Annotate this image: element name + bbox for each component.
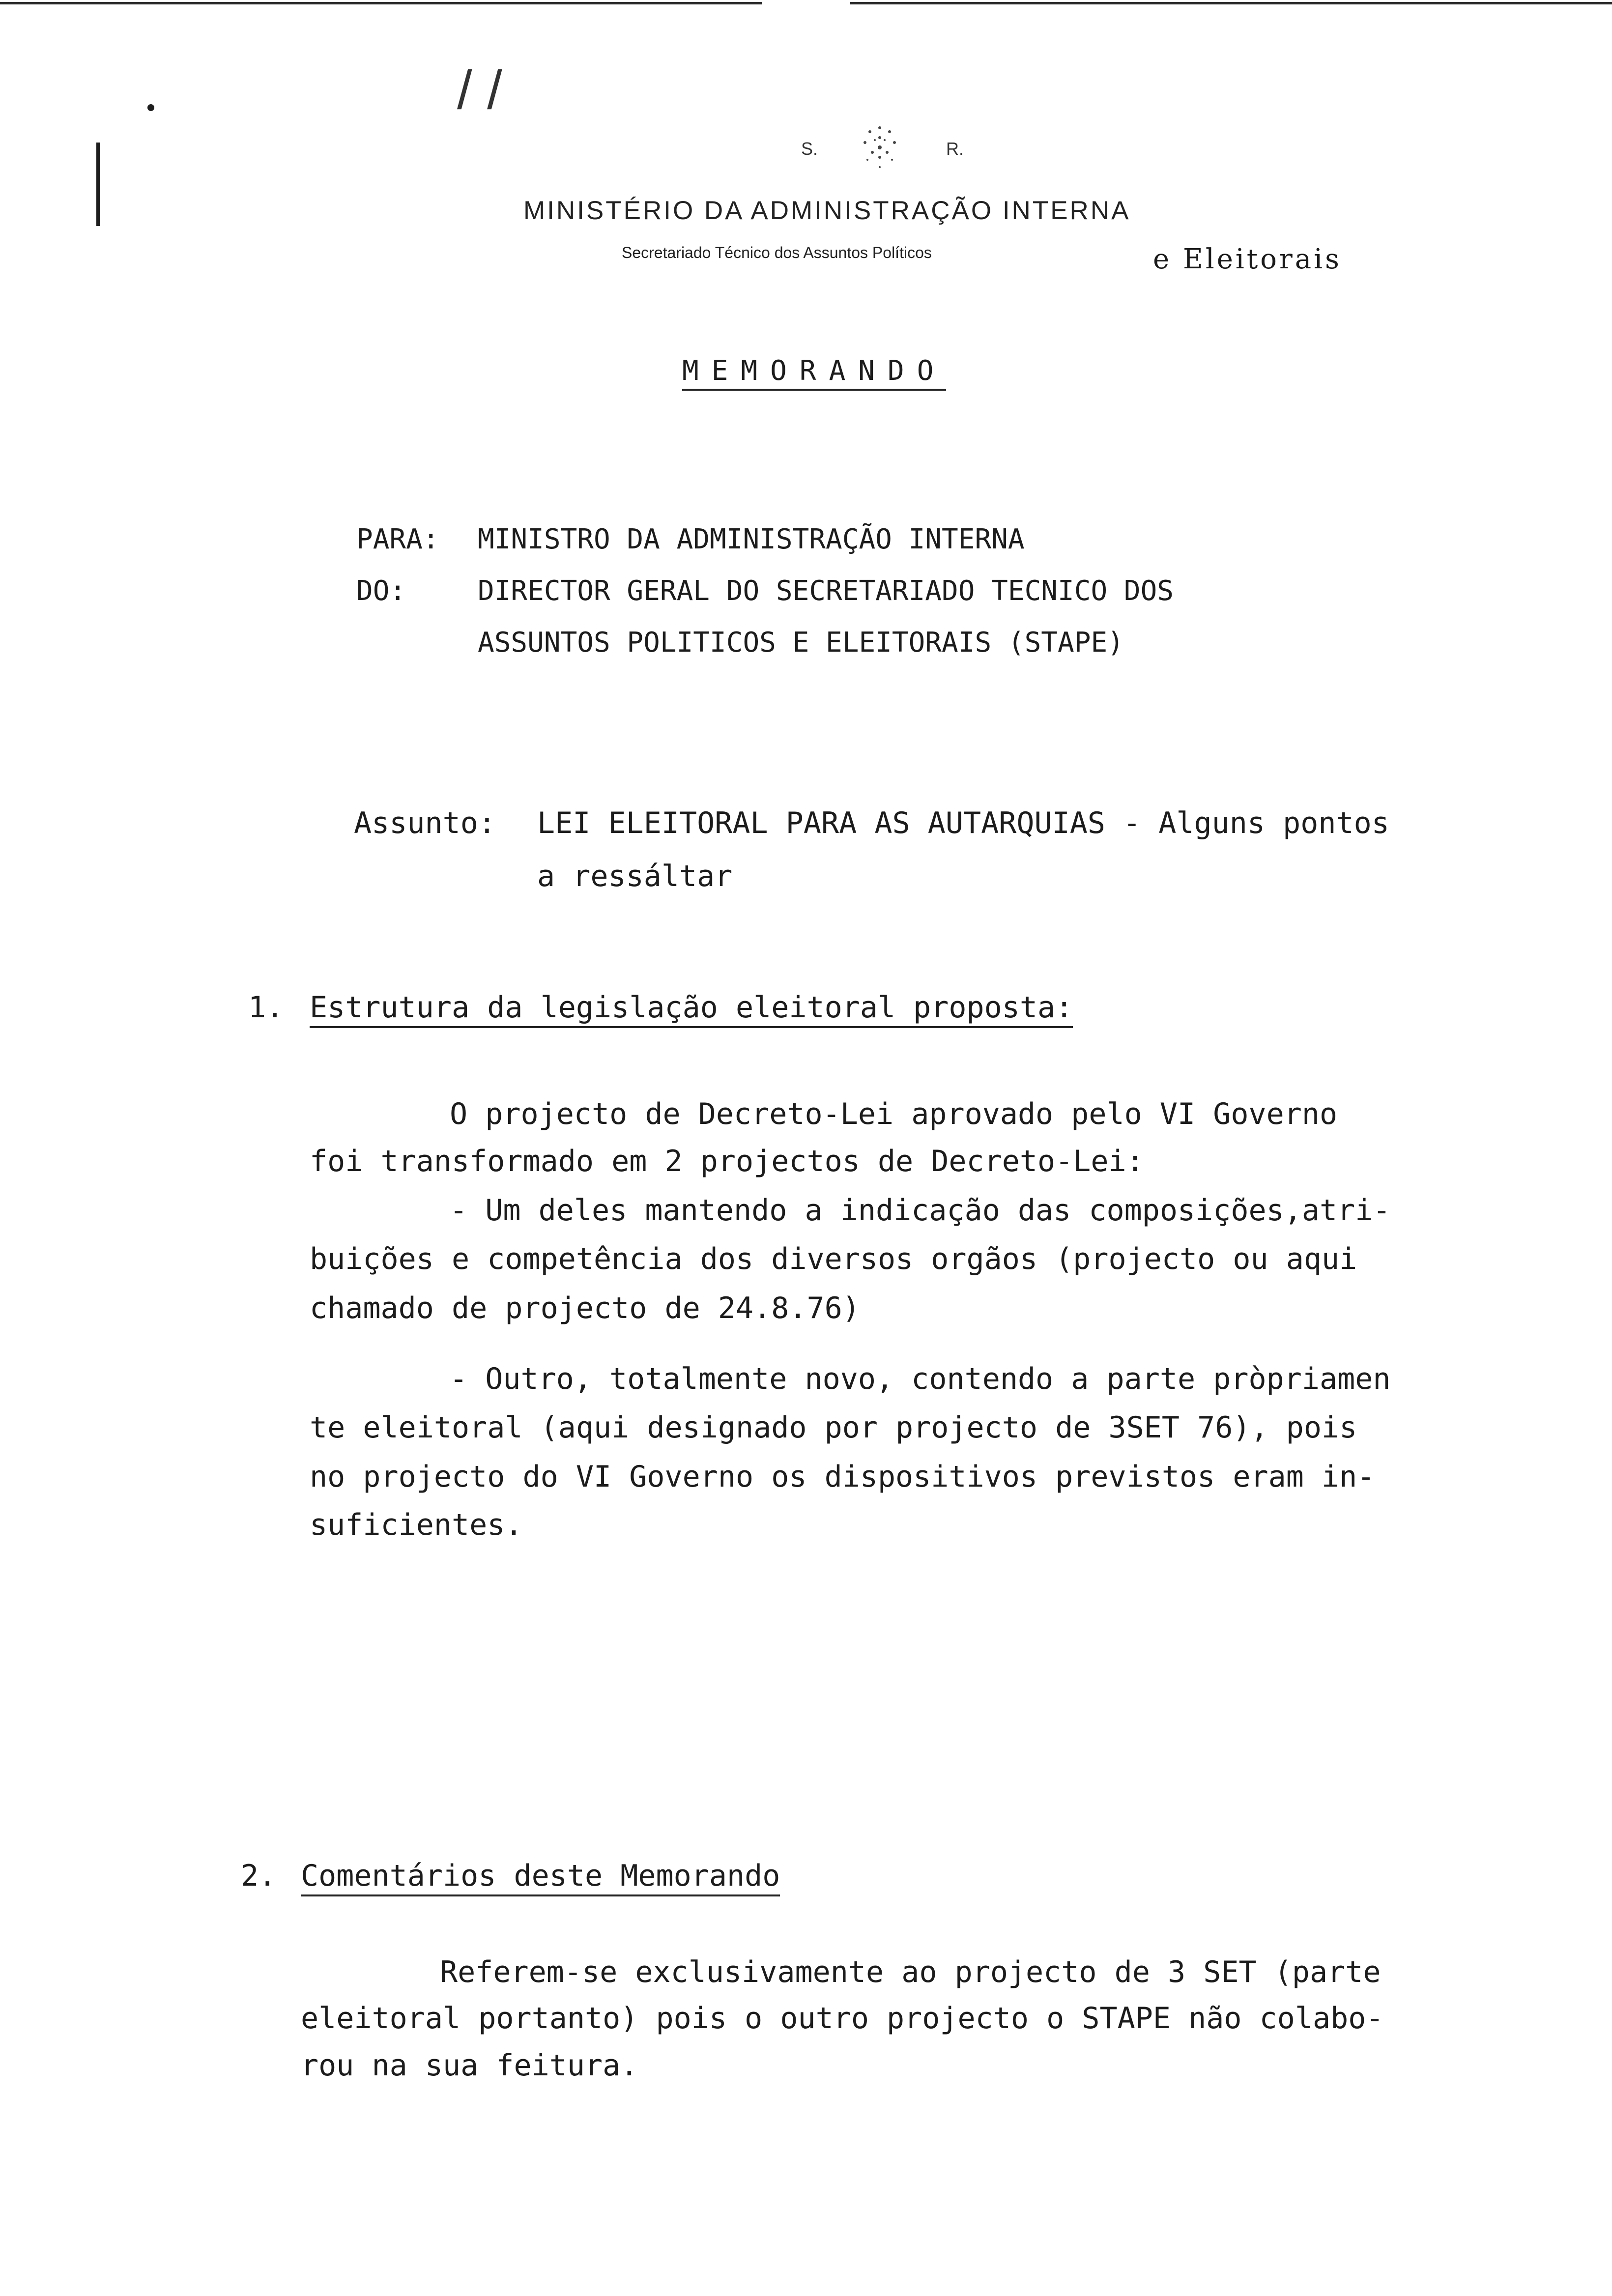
para-value: MINISTRO DA ADMINISTRAÇÃO INTERNA (478, 523, 1025, 555)
republic-seal-icon (835, 108, 924, 187)
subject-line1: LEI ELEITORAL PARA AS AUTARQUIAS - Alguns pontos (537, 806, 1389, 840)
do-value-line2: ASSUNTOS POLITICOS E ELEITORAIS (STAPE) (478, 627, 1124, 659)
secretariat-name-suffix: e Eleitorais (1153, 243, 1342, 275)
section1-line: - Outro, totalmente novo, contendo a parte pròpriamen (450, 1362, 1391, 1396)
section1-line: buições e competência dos diversos orgãos (projecto ou aqui (310, 1242, 1357, 1276)
do-label: DO: (356, 575, 406, 607)
section1-line: te eleitoral (aqui designado por projecto de 3SET 76), pois (310, 1410, 1357, 1445)
section2-line: rou na sua feitura. (301, 2048, 638, 2083)
subject-label: Assunto: (354, 806, 496, 840)
scan-edge-line-right (850, 2, 1612, 4)
scan-speck (147, 104, 154, 111)
section1-heading: Estrutura da legislação eleitoral proposta: (310, 990, 1073, 1028)
scan-edge-line-left (0, 2, 762, 4)
section2-number: 2. (241, 1859, 277, 1893)
section1-number: 1. (248, 990, 284, 1025)
section2-line: Referem-se exclusivamente ao projecto de 3 SET (parte (440, 1955, 1381, 1989)
pen-stroke-mark: / / (457, 60, 502, 120)
page-title: MEMORANDO (682, 355, 946, 391)
section1-line: no projecto do VI Governo os dispositivos previstos eram in- (310, 1460, 1375, 1494)
section1-line: - Um deles mantendo a indicação das composições,atri- (450, 1193, 1391, 1228)
section1-line: O projecto de Decreto-Lei aprovado pelo VI Governo (450, 1097, 1338, 1131)
section2-heading: Comentários deste Memorando (301, 1859, 780, 1896)
section1-line: suficientes. (310, 1508, 523, 1542)
section1-line: chamado de projecto de 24.8.76) (310, 1291, 860, 1325)
ministry-name: MINISTÉRIO DA ADMINISTRAÇÃO INTERNA (523, 196, 1131, 225)
do-value-line1: DIRECTOR GERAL DO SECRETARIADO TECNICO DOS (478, 575, 1174, 607)
secretariat-name: Secretariado Técnico dos Assuntos Políticos (622, 244, 932, 261)
para-label: PARA: (356, 523, 439, 555)
seal-letter-left: S. (801, 139, 818, 159)
margin-mark (96, 143, 100, 226)
seal-letter-right: R. (946, 139, 964, 159)
subject-line2: a ressáltar (537, 859, 733, 893)
section1-line: foi transformado em 2 projectos de Decreto-Lei: (310, 1144, 1144, 1178)
section2-line: eleitoral portanto) pois o outro projecto o STAPE não colabo- (301, 2001, 1384, 2036)
